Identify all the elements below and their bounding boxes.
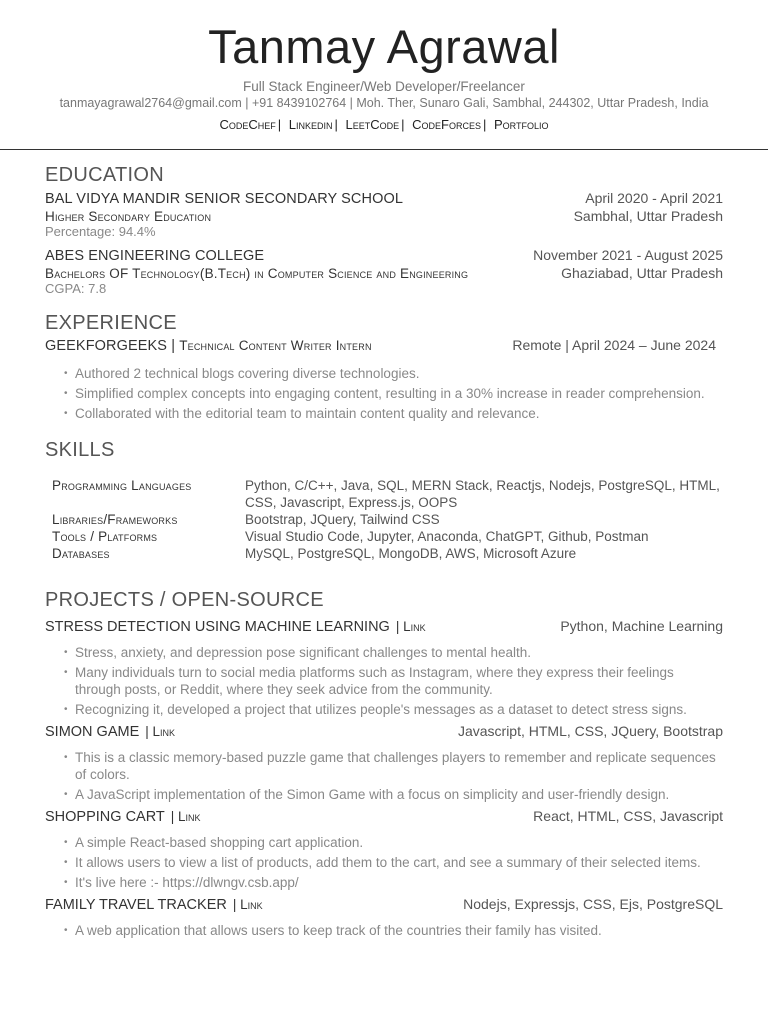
link-separator: | (334, 117, 338, 132)
project-entry (45, 618, 723, 718)
skill-values: Python, C/C++, Java, SQL, MERN Stack, Reactjs, Nodejs, PostgreSQL, HTML, CSS, Javascript, Express.js, OOPS (245, 478, 720, 510)
education-entry (45, 190, 723, 239)
education-entry (45, 247, 723, 296)
project-tech: Javascript, HTML, CSS, JQuery, Bootstrap (457, 723, 723, 739)
project-tech: Nodejs, Expressjs, CSS, Ejs, PostgreSQL (463, 896, 723, 912)
contact-info: tanmayagrawal2764@gmail.com | +91 8439102764 | Moh. Ther, Sunaro Gali, Sambhal, 244302, Uttar Pradesh, India (59, 96, 709, 110)
skill-row (52, 545, 723, 562)
institution-name: BAL VIDYA MANDIR SENIOR SECONDARY SCHOOL (45, 191, 403, 207)
project-link[interactable]: | Link (145, 724, 176, 739)
resume-body (45, 160, 723, 942)
skill-row (52, 477, 723, 511)
list-item: • This is a classic memory-based puzzle game that challenges players to remember and replicate sequences of colors. (45, 749, 723, 783)
institution-name: ABES ENGINEERING COLLEGE (45, 248, 265, 264)
link-separator: | (277, 117, 282, 132)
project-link[interactable]: | Link (395, 619, 426, 634)
project-tech: Python, Machine Learning (560, 618, 723, 634)
link-separator: | (483, 117, 487, 132)
link-portfolio[interactable]: Portfolio (494, 117, 549, 132)
header-divider (0, 149, 768, 150)
degree: Higher Secondary Education (45, 209, 212, 224)
link-codeforces[interactable]: CodeForces (412, 117, 481, 132)
skills-table (52, 477, 723, 562)
project-entry (45, 808, 723, 891)
experience-entry (45, 337, 723, 355)
project-bullets (45, 749, 723, 803)
profile-links (0, 116, 768, 133)
section-title-skills: SKILLS (45, 439, 115, 461)
skill-values: Visual Studio Code, Jupyter, Anaconda, ChatGPT, Github, Postman (245, 529, 649, 544)
skill-category: Programming Languages (52, 478, 192, 493)
list-item: • Stress, anxiety, and depression pose significant challenges to mental health. (45, 644, 723, 661)
project-bullets (45, 644, 723, 718)
tagline: Full Stack Engineer/Web Developer/Freelancer (243, 79, 525, 94)
project-entry (45, 896, 723, 939)
link-leetcode[interactable]: LeetCode (345, 117, 400, 132)
education-section (45, 162, 723, 296)
skill-category: Libraries/Frameworks (52, 512, 178, 527)
skills-section (45, 437, 723, 562)
project-name: FAMILY TRAVEL TRACKER (45, 897, 227, 913)
link-codechef[interactable]: CodeChef (219, 117, 276, 132)
project-entry (45, 723, 723, 803)
link-linkedin[interactable]: Linkedin (288, 117, 333, 132)
experience-section (45, 310, 723, 422)
project-name: SHOPPING CART (45, 809, 165, 825)
project-bullets (45, 834, 723, 891)
experience-meta: Remote | April 2024 – June 2024 (512, 337, 716, 353)
education-location: Ghaziabad, Uttar Pradesh (561, 265, 723, 281)
link-separator: | (401, 117, 405, 132)
education-dates: November 2021 - August 2025 (533, 247, 723, 263)
company-name: GEEKFORGEEKS (45, 338, 168, 354)
list-item: • A web application that allows users to keep track of the countries their family has visited. (45, 922, 723, 939)
section-title-projects: PROJECTS / OPEN-SOURCE (45, 589, 324, 611)
list-item: • It allows users to view a list of products, add them to the cart, and see a summary of their selected items. (45, 854, 723, 871)
skill-category: Tools / Platforms (52, 529, 158, 544)
list-item: • It's live here :- https://dlwngv.csb.app/ (45, 874, 723, 891)
skill-row (52, 511, 723, 528)
degree: Bachelors OF Technology(B.Tech) in Computer Science and Engineering (45, 266, 469, 281)
title-separator: | (167, 338, 180, 354)
project-link[interactable]: | Link (170, 809, 201, 824)
project-link[interactable]: | Link (232, 897, 263, 912)
skill-values: Bootstrap, JQuery, Tailwind CSS (245, 512, 440, 527)
skill-values: MySQL, PostgreSQL, MongoDB, AWS, Microsoft Azure (245, 546, 577, 561)
list-item: • A simple React-based shopping cart application. (45, 834, 723, 851)
experience-bullets (45, 365, 723, 422)
list-item: • Collaborated with the editorial team to maintain content quality and relevance. (45, 405, 723, 422)
education-location: Sambhal, Uttar Pradesh (573, 208, 723, 224)
section-title-experience: EXPERIENCE (45, 312, 177, 334)
candidate-name: Tanmay Agrawal (208, 20, 560, 73)
project-name: SIMON GAME (45, 724, 140, 740)
project-name: STRESS DETECTION USING MACHINE LEARNING (45, 619, 390, 635)
education-dates: April 2020 - April 2021 (585, 190, 723, 206)
list-item: • Many individuals turn to social media platforms such as Instagram, where they express their feelings through posts, or Reddit, where they seek advice from the community. (45, 664, 723, 698)
skill-category: Databases (52, 546, 110, 561)
section-title-education: EDUCATION (45, 164, 164, 186)
list-item: • A JavaScript implementation of the Simon Game with a focus on simplicity and user-friendly design. (45, 786, 723, 803)
list-item: • Authored 2 technical blogs covering diverse technologies. (45, 365, 723, 382)
skill-row (52, 528, 723, 545)
education-score: Percentage: 94.4% (45, 224, 156, 239)
list-item: • Simplified complex concepts into engaging content, resulting in a 30% increase in reader comprehension. (45, 385, 723, 402)
list-item: • Recognizing it, developed a project that utilizes people's messages as a dataset to detect stress signs. (45, 701, 723, 718)
resume-header (0, 0, 768, 133)
job-role: Technical Content Writer Intern (179, 338, 372, 353)
education-score: CGPA: 7.8 (45, 281, 107, 296)
project-tech: React, HTML, CSS, Javascript (533, 808, 723, 824)
projects-section (45, 587, 723, 939)
project-bullets (45, 922, 723, 939)
